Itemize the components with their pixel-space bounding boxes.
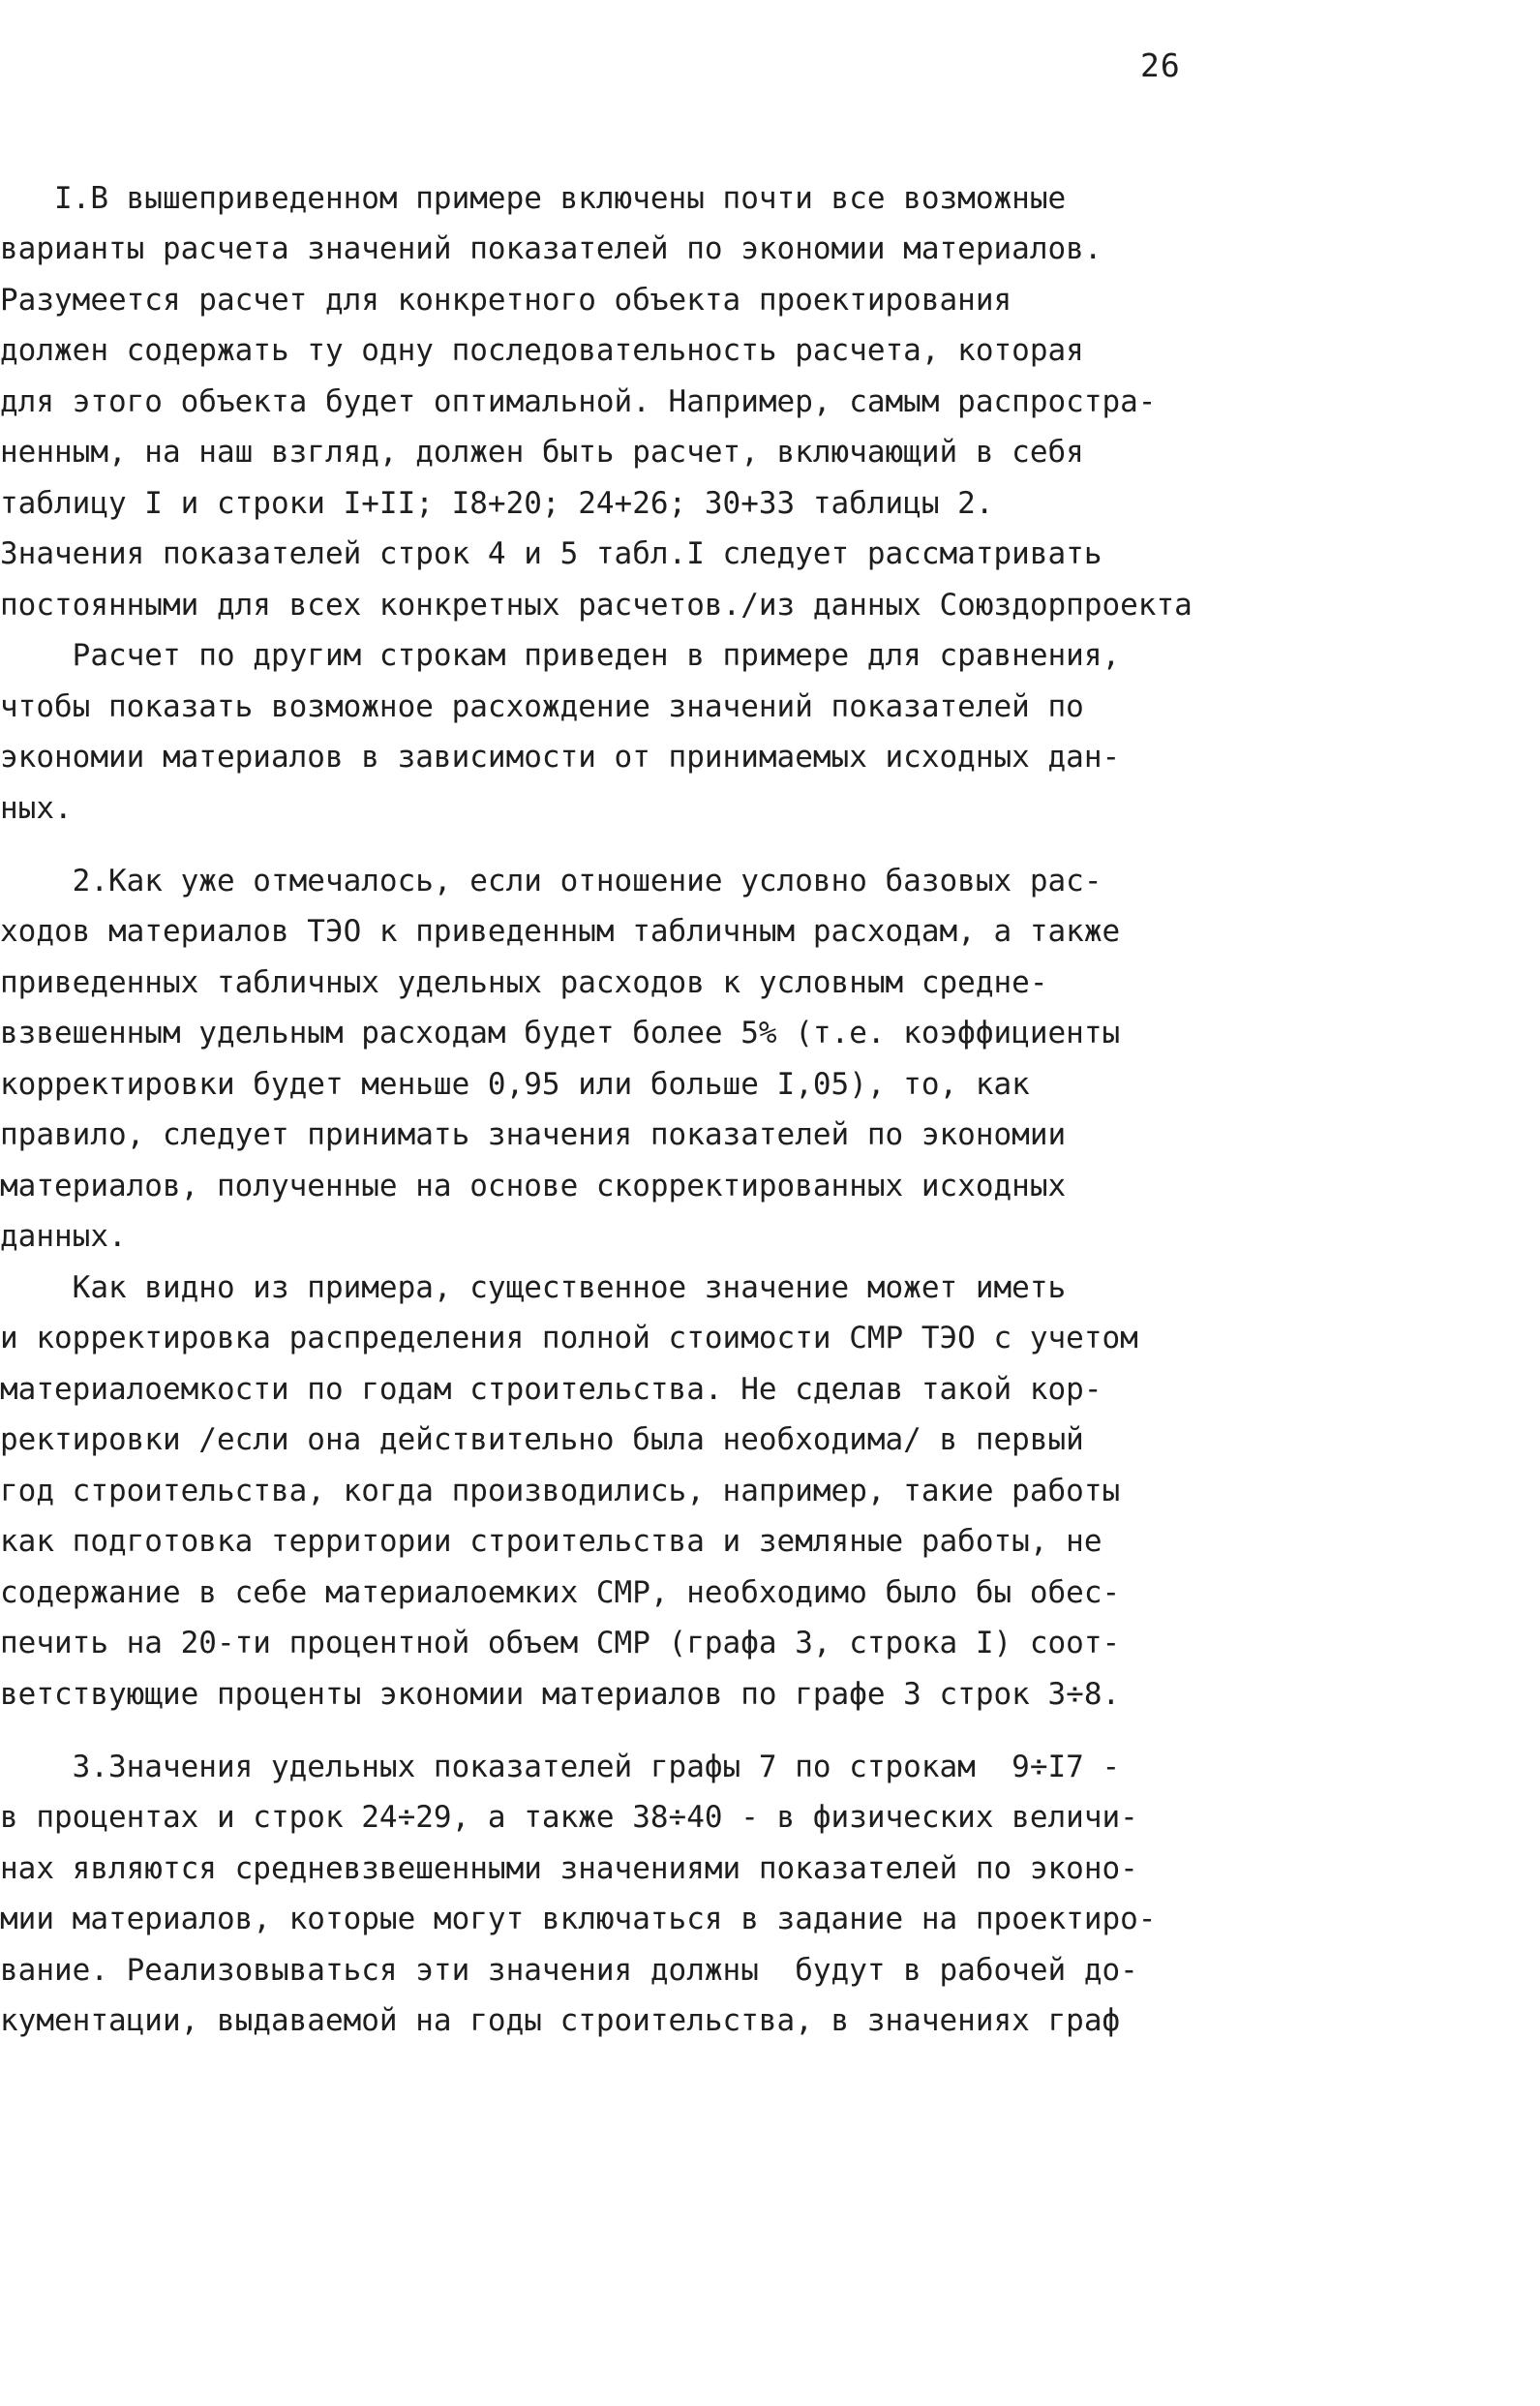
text-line: кументации, выдаваемой на годы строительства, в значениях граф (0, 2003, 1121, 2038)
text-line: ветствующие проценты экономии материалов по графе 3 строк 3÷8. (0, 1677, 1121, 1712)
text-line: материалоемкости по годам строительства. Не сделав такой кор- (0, 1372, 1102, 1407)
text-line: должен содержать ту одну последовательность расчета, которая (0, 333, 1084, 368)
text-line: как подготовка территории строительства и земляные работы, не (0, 1524, 1102, 1559)
text-line: экономии материалов в зависимости от принимаемых исходных дан- (0, 740, 1121, 775)
text-line: вание. Реализовываться эти значения должны будут в рабочей до- (0, 1953, 1138, 1988)
text-line: таблицу I и строки I+II; I8+20; 24+26; 30+33 таблицы 2. (0, 486, 994, 521)
text-line: Значения показателей строк 4 и 5 табл.I следует рассматривать (0, 536, 1102, 571)
text-line: год строительства, когда производились, например, такие работы (0, 1474, 1121, 1508)
text-line: материалов, полученные на основе скорректированных исходных (0, 1169, 1067, 1203)
text-line: варианты расчета значений показателей по экономии материалов. (0, 231, 1102, 266)
text-line: мии материалов, которые могут включаться в задание на проектиро- (0, 1902, 1157, 1936)
text-line: данных. (0, 1219, 127, 1254)
text-line: и корректировка распределения полной стоимости СМР ТЭО с учетом (0, 1321, 1138, 1355)
text-line: 2.Как уже отмечалось, если отношение условно базовых рас- (0, 864, 1102, 898)
text-line: нах являются средневзвешенными значениями показателей по эконо- (0, 1851, 1138, 1886)
text-line: приведенных табличных удельных расходов к условным средне- (0, 965, 1048, 1000)
text-line: для этого объекта будет оптимальной. Например, самым распростра- (0, 384, 1157, 419)
text-line: взвешенным удельным расходам будет более 5% (т.е. коэффициенты (0, 1016, 1121, 1051)
text-line: 3.Значения удельных показателей графы 7 по строкам 9÷I7 - (0, 1750, 1121, 1784)
text-line: Разумеется расчет для конкретного объекта проектирования (0, 283, 1012, 318)
text-line: постоянными для всех конкретных расчетов./из данных Союздорпроекта (0, 588, 1193, 623)
page-number: 26 (1140, 46, 1181, 84)
text-line: корректировки будет меньше 0,95 или больше I,05), то, как (0, 1067, 1030, 1102)
text-line: содержание в себе материалоемких СМР, необходимо было бы обес- (0, 1575, 1121, 1610)
text-line: правило, следует принимать значения показателей по экономии (0, 1117, 1067, 1152)
text-line: ненным, на наш взгляд, должен быть расчет, включающий в себя (0, 435, 1084, 470)
text-line: ходов материалов ТЭО к приведенным табличным расходам, а также (0, 914, 1121, 949)
text-line: в процентах и строк 24÷29, а также 38÷40 - в физических величи- (0, 1800, 1138, 1835)
text-line: чтобы показать возможное расхождение значений показателей по (0, 689, 1084, 724)
text-line: Как видно из примера, существенное значение может иметь (0, 1270, 1067, 1305)
text-line: ных. (0, 791, 73, 826)
text-line: I.В вышеприведенном примере включены почти все возможные (0, 181, 1067, 216)
text-line: Расчет по другим строкам приведен в примере для сравнения, (0, 638, 1121, 673)
text-line: печить на 20-ти процентной объем СМР (графа 3, строка I) соот- (0, 1626, 1121, 1660)
text-line: ректировки /если она действительно была необходима/ в первый (0, 1422, 1084, 1457)
